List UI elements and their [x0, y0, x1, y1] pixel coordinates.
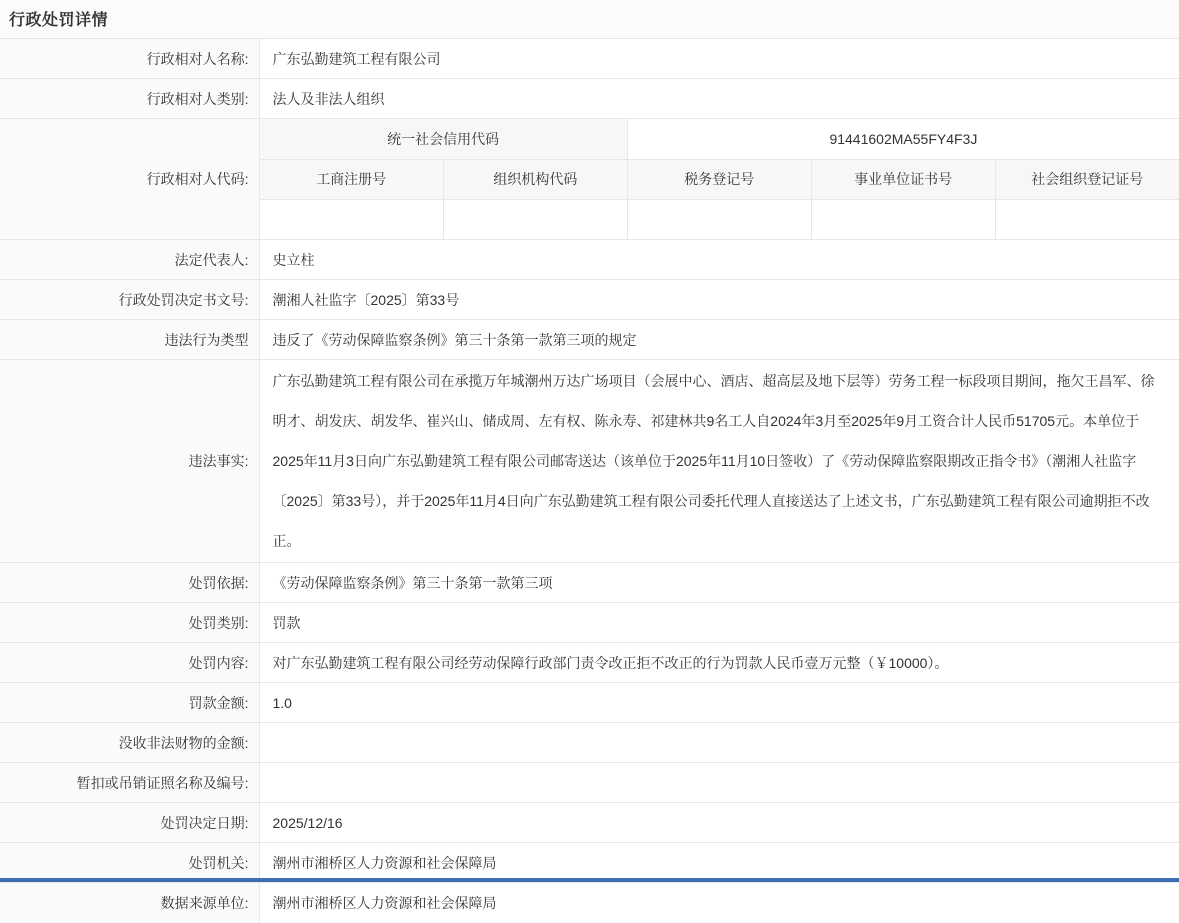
row-label: 罚款金额:: [0, 683, 259, 723]
page-title: 行政处罚详情: [9, 12, 108, 29]
codes-subtable-cell: [259, 119, 1179, 240]
row-label: 行政处罚决定书文号:: [0, 280, 259, 320]
table-row: [0, 280, 1179, 320]
row-label: 暂扣或吊销证照名称及编号:: [0, 763, 259, 803]
row-label: 违法行为类型: [0, 320, 259, 360]
code-column-header: 社会组织登记证号: [995, 159, 1179, 199]
table-row: [0, 240, 1179, 280]
table-row: [0, 803, 1179, 843]
table-row: [0, 603, 1179, 643]
code-column-value: [811, 199, 995, 239]
code-column-header: 事业单位证书号: [811, 159, 995, 199]
row-value: [259, 763, 1179, 803]
code-column-header: 工商注册号: [260, 159, 444, 199]
code-column-value: [443, 199, 627, 239]
row-label: 行政相对人类别:: [0, 79, 259, 119]
table-row: [0, 843, 1179, 883]
codes-subtable: [260, 119, 1179, 239]
credit-code-value: 91441602MA55FY4F3J: [627, 119, 1179, 159]
row-label: 处罚决定日期:: [0, 803, 259, 843]
row-label: 法定代表人:: [0, 240, 259, 280]
row-label: 处罚内容:: [0, 643, 259, 683]
code-column-value: [260, 199, 444, 239]
row-label: 数据来源单位:: [0, 883, 259, 923]
credit-code-row: [260, 119, 1179, 159]
table-row: [0, 883, 1179, 923]
table-row: [0, 39, 1179, 79]
row-value: 《劳动保障监察条例》第三十条第一款第三项: [259, 563, 1179, 603]
page-header: [0, 0, 1179, 38]
row-value: [259, 723, 1179, 763]
row-value: 2025/12/16: [259, 803, 1179, 843]
table-row: [0, 723, 1179, 763]
code-column-value: [627, 199, 811, 239]
row-value: 法人及非法人组织: [259, 79, 1179, 119]
code-column-header: 组织机构代码: [443, 159, 627, 199]
table-row: [0, 683, 1179, 723]
row-label: 没收非法财物的金额:: [0, 723, 259, 763]
row-value: 对广东弘勤建筑工程有限公司经劳动保障行政部门责令改正拒不改正的行为罚款人民币壹万元整（￥10000）。: [259, 643, 1179, 683]
row-label: 处罚类别:: [0, 603, 259, 643]
code-column-header: 税务登记号: [627, 159, 811, 199]
code-values-row: [260, 199, 1179, 239]
row-value: 罚款: [259, 603, 1179, 643]
table-row-facts: [0, 360, 1179, 563]
code-headers-row: [260, 159, 1179, 199]
row-label: 违法事实:: [0, 360, 259, 563]
row-label: 行政相对人名称:: [0, 39, 259, 79]
footer-accent-bar: [0, 878, 1179, 882]
row-value: 广东弘勤建筑工程有限公司: [259, 39, 1179, 79]
row-label: 处罚依据:: [0, 563, 259, 603]
row-value: 史立柱: [259, 240, 1179, 280]
row-value: 违反了《劳动保障监察条例》第三十条第一款第三项的规定: [259, 320, 1179, 360]
table-row: [0, 563, 1179, 603]
table-row: [0, 79, 1179, 119]
row-value: 潮州市湘桥区人力资源和社会保障局: [259, 843, 1179, 883]
row-value: 潮州市湘桥区人力资源和社会保障局: [259, 883, 1179, 923]
row-label: 处罚机关:: [0, 843, 259, 883]
penalty-detail-table: [0, 38, 1179, 923]
row-value: 1.0: [259, 683, 1179, 723]
row-label: 行政相对人代码:: [0, 119, 259, 240]
violation-facts-text: 广东弘勤建筑工程有限公司在承揽万年城潮州万达广场项目（会展中心、酒店、超高层及地下层等）劳务工程一标段项目期间，拖欠王昌军、徐明才、胡发庆、胡发华、崔兴山、储成周、左有权、陈永寿、祁建林共9名工人自2024年3月至2025年9月工资合计人民币51705元。本单位于2025年11月3日向广东弘勤建筑工程有限公司邮寄送达（该单位于2025年11月10日签收）了《劳动保障监察限期改正指令书》（潮湘人社监字〔2025〕第33号），并于2025年11月4日向广东弘勤建筑工程有限公司委托代理人直接送达了上述文书，广东弘勤建筑工程有限公司逾期拒不改正。: [259, 360, 1179, 563]
credit-code-header: 统一社会信用代码: [260, 119, 628, 159]
table-row: [0, 320, 1179, 360]
table-row-codes: [0, 119, 1179, 240]
table-row: [0, 643, 1179, 683]
code-column-value: [995, 199, 1179, 239]
table-row: [0, 763, 1179, 803]
row-value: 潮湘人社监字〔2025〕第33号: [259, 280, 1179, 320]
